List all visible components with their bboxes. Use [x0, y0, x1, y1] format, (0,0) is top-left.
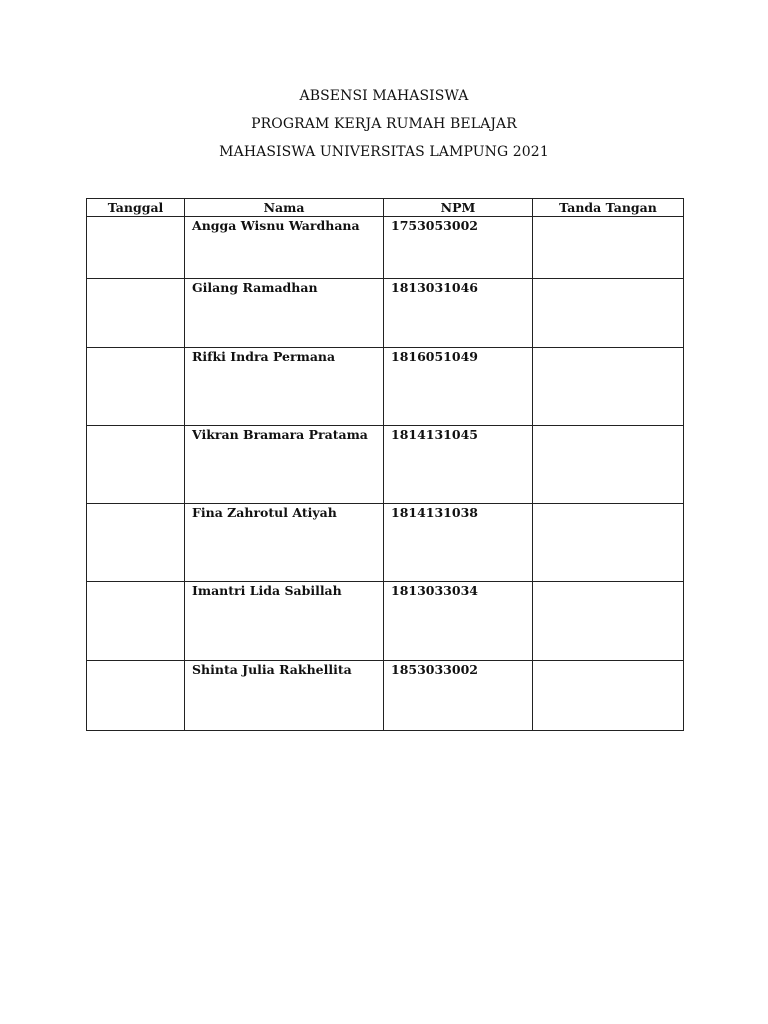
name-cell: Angga Wisnu Wardhana [185, 217, 384, 279]
date-cell [87, 426, 185, 504]
document-subtitle-program: PROGRAM KERJA RUMAH BELAJAR [251, 116, 517, 132]
document-subtitle-university: MAHASISWA UNIVERSITAS LAMPUNG 2021 [219, 144, 549, 160]
npm-cell: 1813033034 [384, 582, 533, 661]
table-row [87, 426, 684, 504]
name-cell: Gilang Ramadhan [185, 279, 384, 348]
date-cell [87, 279, 185, 348]
table-row [87, 661, 684, 731]
date-cell [87, 582, 185, 661]
attendance-table [86, 198, 684, 731]
npm-cell: 1753053002 [384, 217, 533, 279]
name-cell: Shinta Julia Rakhellita [185, 661, 384, 731]
name-cell: Fina Zahrotul Atiyah [185, 504, 384, 582]
table-header-row [87, 199, 684, 217]
column-header-date: Tanggal [87, 199, 185, 217]
signature-cell [533, 504, 684, 582]
npm-cell: 1816051049 [384, 348, 533, 426]
document-title: ABSENSI MAHASISWA [299, 88, 469, 104]
signature-cell [533, 279, 684, 348]
npm-cell: 1814131045 [384, 426, 533, 504]
name-cell: Rifki Indra Permana [185, 348, 384, 426]
npm-cell: 1814131038 [384, 504, 533, 582]
column-header-signature: Tanda Tangan [533, 199, 684, 217]
signature-cell [533, 348, 684, 426]
signature-cell [533, 582, 684, 661]
table-row [87, 217, 684, 279]
column-header-npm: NPM [384, 199, 533, 217]
table-row [87, 504, 684, 582]
table-row [87, 348, 684, 426]
signature-cell [533, 661, 684, 731]
npm-cell: 1853033002 [384, 661, 533, 731]
table-row [87, 279, 684, 348]
signature-cell [533, 426, 684, 504]
date-cell [87, 504, 185, 582]
date-cell [87, 661, 185, 731]
name-cell: Vikran Bramara Pratama [185, 426, 384, 504]
name-cell: Imantri Lida Sabillah [185, 582, 384, 661]
date-cell [87, 217, 185, 279]
npm-cell: 1813031046 [384, 279, 533, 348]
table-row [87, 582, 684, 661]
column-header-name: Nama [185, 199, 384, 217]
date-cell [87, 348, 185, 426]
signature-cell [533, 217, 684, 279]
